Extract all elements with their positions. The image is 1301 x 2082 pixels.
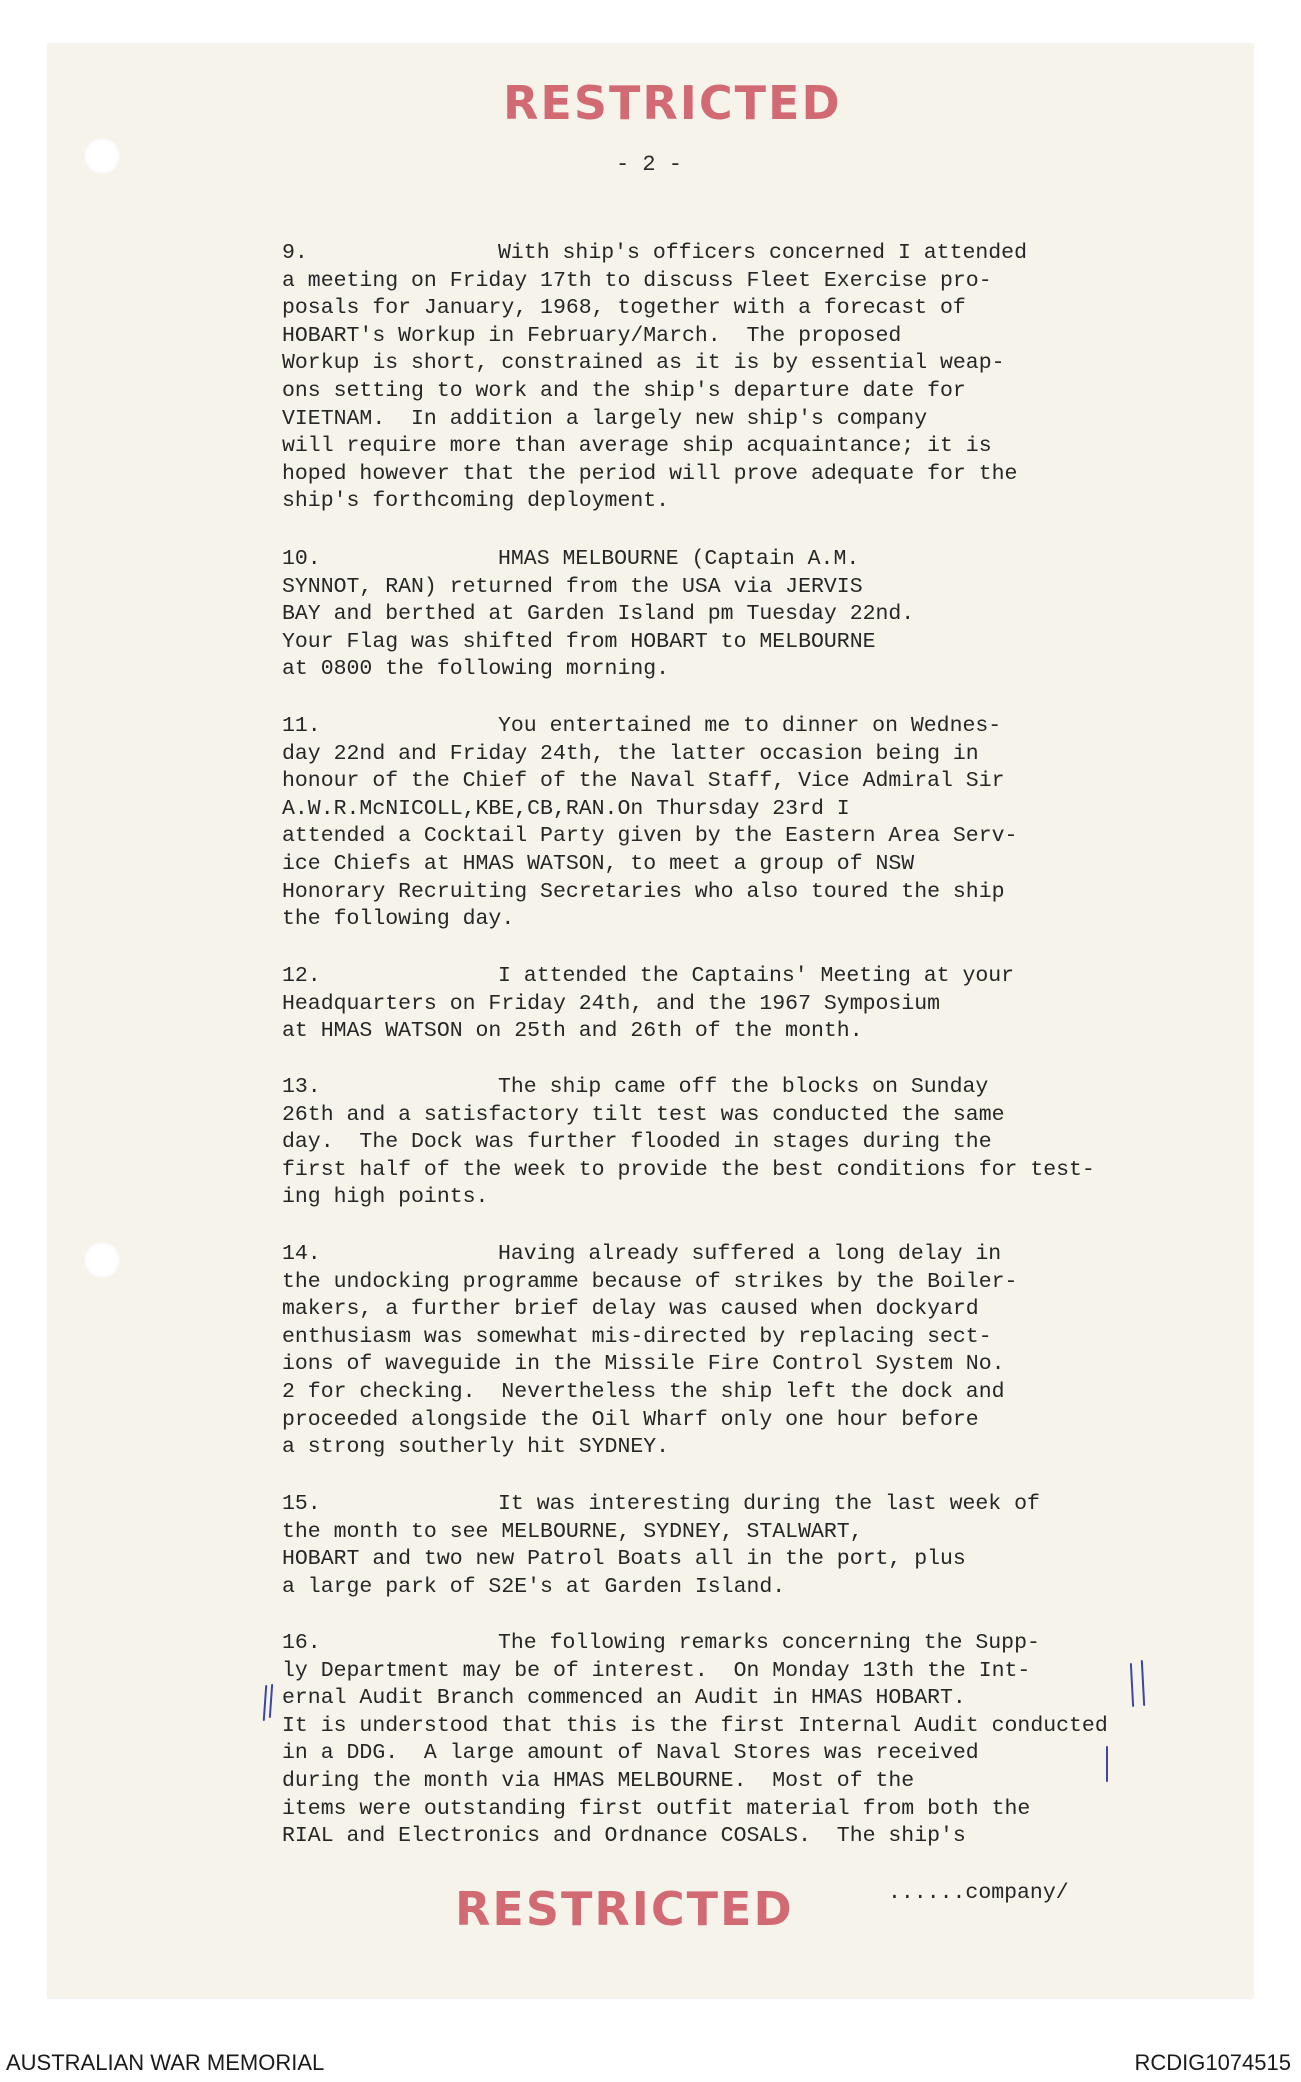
- paragraph-line: ons setting to work and the ship's departure date for: [282, 378, 966, 403]
- paragraph-line: will require more than average ship acquaintance; it is: [282, 434, 992, 459]
- paragraph-line: during the month via HMAS MELBOURNE. Most of the: [282, 1768, 915, 1793]
- paragraph-line: Your Flag was shifted from HOBART to MELBOURNE: [282, 629, 876, 654]
- paragraph-line: 16. The following remarks concerning the Supp-: [282, 1630, 1122, 1658]
- paragraph-line: ernal Audit Branch commenced an Audit in HMAS HOBART.: [282, 1686, 966, 1711]
- paragraph-line: A.W.R.McNICOLL,KBE,CB,RAN.On Thursday 23rd I: [282, 796, 850, 821]
- paragraph-line: a strong southerly hit SYDNEY.: [282, 1435, 670, 1460]
- paragraph-line: ly Department may be of interest. On Monday 13th the Int-: [282, 1658, 1031, 1683]
- paragraph-line: 12. I attended the Captains' Meeting at your: [282, 963, 1122, 991]
- paragraph-line: hoped however that the period will prove adequate for the: [282, 461, 1018, 486]
- paragraph-line: day. The Dock was further flooded in stages during the: [282, 1130, 992, 1155]
- paragraph-11: [282, 713, 1122, 934]
- paragraph-line: 9. With ship's officers concerned I attended: [282, 240, 1122, 268]
- paragraph-13: [282, 1074, 1122, 1212]
- paragraph-10: [282, 546, 1122, 684]
- paragraph-line: in a DDG. A large amount of Naval Stores was received: [282, 1741, 979, 1766]
- paragraph-number: 13.: [282, 1075, 321, 1099]
- paragraph-line: ions of waveguide in the Missile Fire Control System No.: [282, 1352, 1005, 1377]
- paragraph-line: RIAL and Electronics and Ordnance COSALS. The ship's: [282, 1824, 966, 1849]
- paragraph-line: the following day.: [282, 907, 515, 932]
- paragraph-line: a meeting on Friday 17th to discuss Fleet Exercise pro-: [282, 268, 992, 293]
- paragraph-16: [282, 1630, 1122, 1851]
- paragraph-line: VIETNAM. In addition a largely new ship's company: [282, 406, 928, 431]
- paragraph-line: 10. HMAS MELBOURNE (Captain A.M.: [282, 546, 1122, 574]
- paragraph-line: at 0800 the following morning.: [282, 657, 670, 682]
- page-number: - 2 -: [616, 152, 683, 177]
- paragraph-line: 14. Having already suffered a long delay in: [282, 1241, 1122, 1269]
- paragraph-line: makers, a further brief delay was caused when dockyard: [282, 1297, 979, 1322]
- header-restricted-stamp: RESTRICTED: [503, 76, 842, 130]
- paragraph-line: It is understood that this is the first Internal Audit conducted: [282, 1713, 1108, 1738]
- paragraph-line: proceeded alongside the Oil Wharf only one hour before: [282, 1407, 979, 1432]
- paragraph-line: 2 for checking. Nevertheless the ship left the dock and: [282, 1379, 1005, 1404]
- paragraph-line: posals for January, 1968, together with a forecast of: [282, 296, 966, 321]
- paragraph-line: the month to see MELBOURNE, SYDNEY, STALWART,: [282, 1519, 863, 1544]
- footer-record-id: RCDIG1074515: [1134, 2050, 1291, 2075]
- paragraph-line: Headquarters on Friday 24th, and the 1967 Symposium: [282, 991, 941, 1016]
- paragraph-line: ing high points.: [282, 1185, 489, 1210]
- paragraph-15: [282, 1491, 1122, 1601]
- paragraph-line: BAY and berthed at Garden Island pm Tuesday 22nd.: [282, 602, 915, 627]
- paragraph-line: day 22nd and Friday 24th, the latter occasion being in: [282, 741, 979, 766]
- paragraph-number: 11.: [282, 714, 321, 738]
- paragraph-14: [282, 1241, 1122, 1462]
- paragraph-line: at HMAS WATSON on 25th and 26th of the month.: [282, 1019, 863, 1044]
- paragraph-line: 26th and a satisfactory tilt test was conducted the same: [282, 1102, 1005, 1127]
- paragraph-line: honour of the Chief of the Naval Staff, Vice Admiral Sir: [282, 769, 1005, 794]
- paragraph-line: HOBART and two new Patrol Boats all in the port, plus: [282, 1547, 966, 1572]
- paragraph-number: 15.: [282, 1492, 321, 1516]
- paragraph-9: [282, 240, 1122, 516]
- paragraph-number: 12.: [282, 964, 321, 988]
- paragraph-line: Workup is short, constrained as it is by essential weap-: [282, 351, 1005, 376]
- paragraph-number: 9.: [282, 241, 308, 265]
- paragraph-line: ice Chiefs at HMAS WATSON, to meet a group of NSW: [282, 851, 915, 876]
- continuation-text: ......company/: [888, 1881, 1069, 1905]
- paragraph-line: attended a Cocktail Party given by the Eastern Area Serv-: [282, 824, 1018, 849]
- paragraph-12: [282, 963, 1122, 1046]
- punch-hole-top: [84, 138, 120, 174]
- paragraph-line: first half of the week to provide the best conditions for test-: [282, 1157, 1095, 1182]
- paragraph-line: enthusiasm was somewhat mis-directed by replacing sect-: [282, 1324, 992, 1349]
- paragraph-line: the undocking programme because of strikes by the Boiler-: [282, 1269, 1018, 1294]
- footer-restricted-stamp: RESTRICTED: [455, 1882, 794, 1936]
- paragraph-number: 10.: [282, 547, 321, 571]
- paragraph-line: Honorary Recruiting Secretaries who also toured the ship: [282, 879, 1005, 904]
- paragraph-line: 13. The ship came off the blocks on Sunday: [282, 1074, 1122, 1102]
- paragraph-line: 11. You entertained me to dinner on Wednes-: [282, 713, 1122, 741]
- footer-archive-name: AUSTRALIAN WAR MEMORIAL: [6, 2050, 325, 2075]
- punch-hole-middle: [84, 1242, 120, 1278]
- paragraph-line: a large park of S2E's at Garden Island.: [282, 1574, 786, 1599]
- paragraph-line: 15. It was interesting during the last week of: [282, 1491, 1122, 1519]
- paragraph-line: items were outstanding first outfit material from both the: [282, 1796, 1031, 1821]
- paragraph-line: HOBART's Workup in February/March. The proposed: [282, 323, 902, 348]
- margin-mark-right-3: [1106, 1746, 1108, 1782]
- paragraph-number: 14.: [282, 1242, 321, 1266]
- paragraph-line: SYNNOT, RAN) returned from the USA via JERVIS: [282, 574, 863, 599]
- paragraph-number: 16.: [282, 1631, 321, 1655]
- paragraph-line: ship's forthcoming deployment.: [282, 489, 670, 514]
